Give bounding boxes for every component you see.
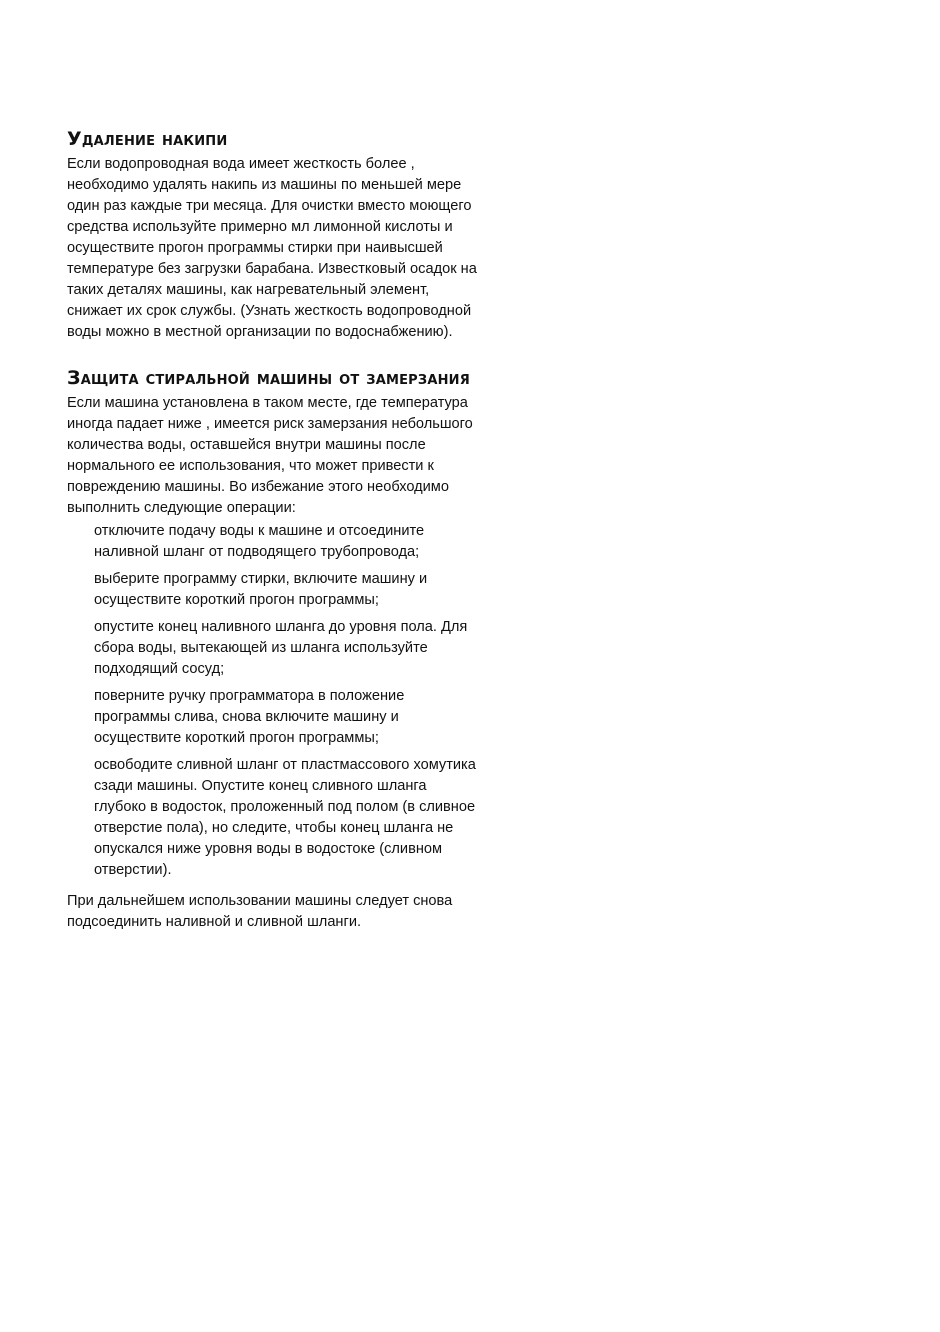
document-page: [67, 124, 479, 933]
frost-protection-steps: [67, 521, 479, 881]
list-item: освободите сливной шланг от пластмассового хомутика сзади машины. Опустите конец сливного шланга глубоко в водосток, проложенный под полом (в сливное отверстие пола), но следите, чтобы конец шланга не опускался ниже уровня воды в водостоке (сливном отверстии).: [94, 757, 476, 878]
descaling-paragraph: Если водопроводная вода имеет жесткость более , необходимо удалять накипь из машины по меньшей мере один раз каждые три месяца. Для очистки вместо моющего средства используйте примерно мл лимонной кислоты и осуществите прогон программы стирки при наивысшей температуре без загрузки барабана. Известковый осадок на таких деталях машины, как нагревательный элемент, снижает их срок службы. (Узнать жесткость водопроводной воды можно в местной организации по водоснабжению).: [67, 156, 477, 340]
closing-paragraph: При дальнейшем использовании машины следует снова подсоединить наливной и сливной шланги.: [67, 893, 453, 930]
list-item: опустите конец наливного шланга до уровня пола. Для сбора воды, вытекающей из шланга используйте подходящий сосуд;: [94, 619, 468, 677]
list-item: поверните ручку программатора в положение программы слива, снова включите машину и осуществите короткий прогон программы;: [94, 688, 405, 746]
section-title-frost-protection: Защита стиральной машины от замерзания: [67, 367, 470, 389]
list-item: отключите подачу воды к машине и отсоедините наливной шланг от подводящего трубопровода;: [94, 523, 425, 560]
frost-protection-intro: Если машина установлена в таком месте, где температура иногда падает ниже , имеется риск замерзания небольшого количества воды, оставшейся внутри машины после нормального ее использования, что может привести к повреждению машины. Во избежание этого необходимо выполнить следующие операции:: [67, 395, 473, 516]
section-title-descaling: Удаление накипи: [67, 128, 228, 150]
list-item: выберите программу стирки, включите машину и осуществите короткий прогон программы;: [94, 571, 428, 608]
